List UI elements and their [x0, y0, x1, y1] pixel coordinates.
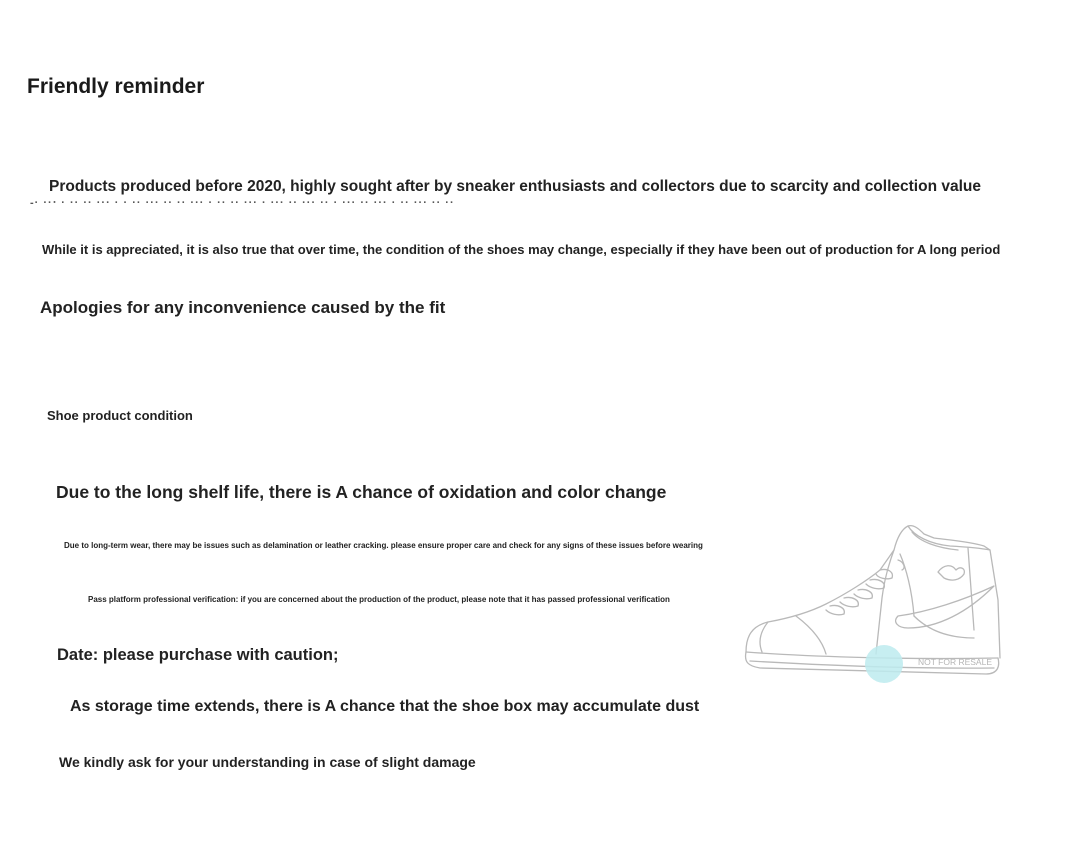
condition-understanding: We kindly ask for your understanding in case of slight damage [59, 754, 476, 770]
section-heading-condition: Shoe product condition [47, 408, 193, 423]
reminder-line-apology: Apologies for any inconvenience caused by the fit [40, 298, 446, 317]
reminder-line-condition-change: While it is appreciated, it is also true that over time, the condition of the shoes may change, especially if they have been out of production for A long period [42, 242, 1001, 257]
condition-verification: Pass platform professional verification: if you are concerned about the production of the product, please note that it has passed professional verification [88, 595, 670, 604]
watermark-text: NOT FOR RESALE [918, 657, 992, 667]
sneaker-illustration-icon [738, 520, 1006, 692]
condition-oxidation: Due to the long shelf life, there is A chance of oxidation and color change [56, 482, 667, 502]
page-title: Friendly reminder [27, 75, 205, 98]
condition-box-dust: As storage time extends, there is A chance that the shoe box may accumulate dust [70, 698, 700, 715]
clipped-text-strip: ‐· ··‧ · ·· ·· ··· · · ·· ··· ·· ·· ··· · ·· ·· ··· · ··· ·· ··· ·· · ··· ·· ··· · ·· ··· ·· ·· [30, 197, 455, 209]
reminder-line-vintage: Products produced before 2020, highly sought after by sneaker enthusiasts and collectors due to scarcity and collection value [49, 178, 981, 195]
condition-date-caution: Date: please purchase with caution; [57, 646, 339, 664]
condition-wear: Due to long-term wear, there may be issues such as delamination or leather cracking. please ensure proper care and check for any signs of these issues before wearing [64, 541, 703, 550]
